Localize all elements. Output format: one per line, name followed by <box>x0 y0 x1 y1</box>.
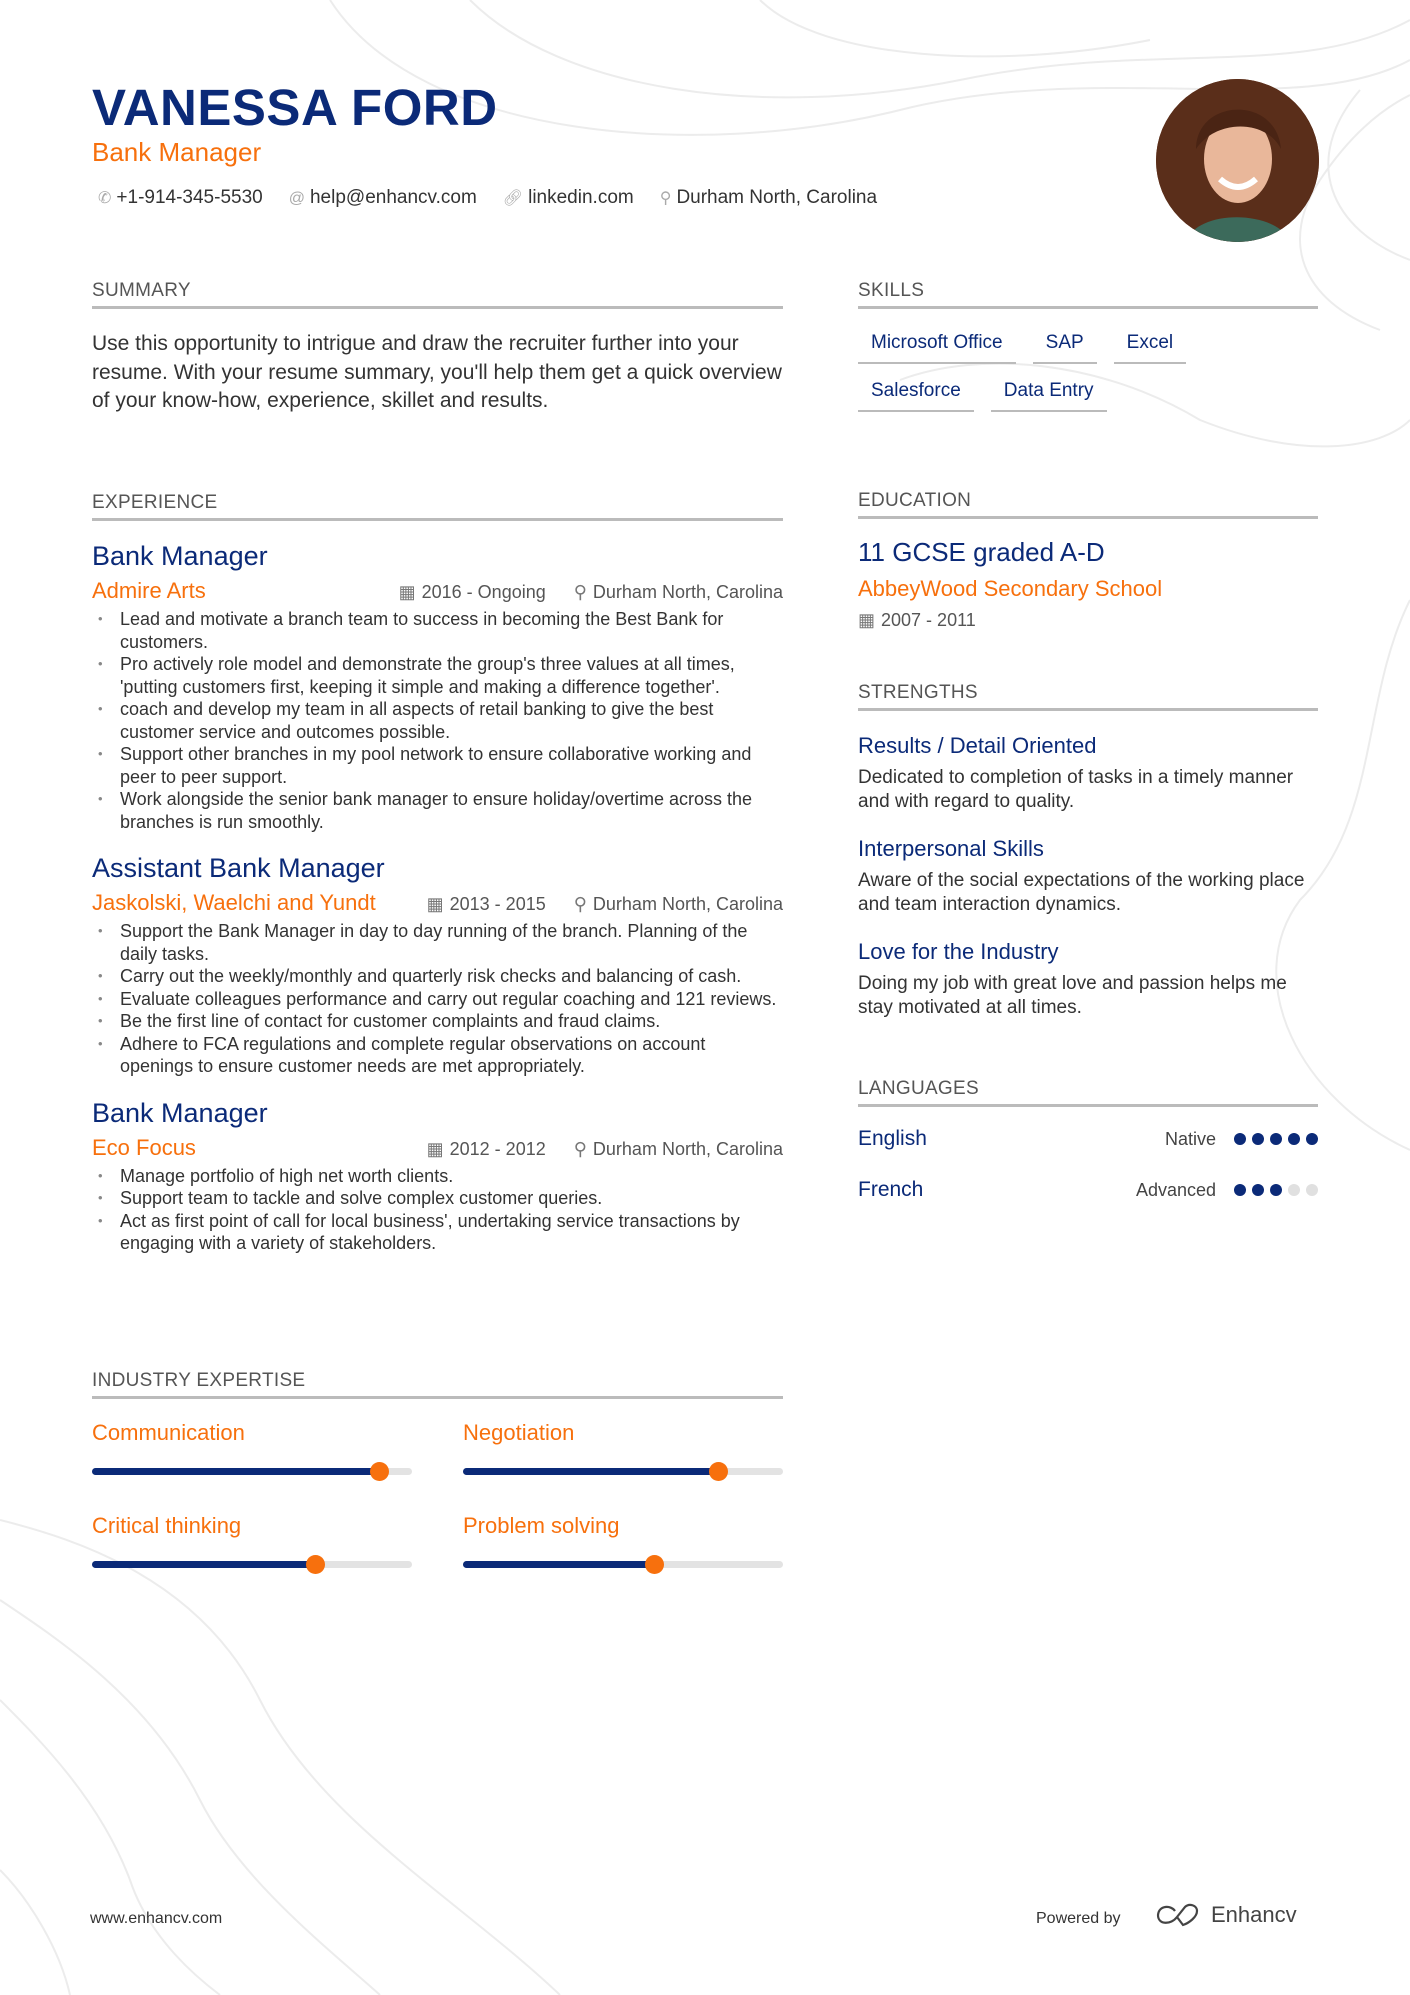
summary-text: Use this opportunity to intrigue and draw the recruiter further into your resume. With your resume summary, you'll help them get a quick overview of your know-how, experience, skillet and results. <box>92 332 782 412</box>
job-dates: 2013 - 2015 <box>449 894 546 914</box>
section-heading: SUMMARY <box>92 280 783 309</box>
bar-knob <box>370 1462 389 1481</box>
job-dates: 2016 - Ongoing <box>421 582 546 602</box>
bar-fill <box>92 1468 380 1475</box>
strength-title: Results / Detail Oriented <box>858 733 1097 758</box>
contact-email[interactable] <box>289 187 477 209</box>
bullet: • Act as first point of call for local business', undertaking service transactions by engaging with a variety of stakeholders. <box>92 1210 783 1255</box>
brand-name: Enhancv <box>1211 1902 1297 1927</box>
expertise-label: Negotiation <box>463 1420 575 1445</box>
enhancv-logo[interactable] <box>1155 1902 1297 1928</box>
filled-dot <box>1270 1133 1282 1145</box>
section-heading: SKILLS <box>858 280 1318 309</box>
email-text: help@enhancv.com <box>309 187 477 208</box>
strength-desc: Dedicated to completion of tasks in a timely manner and with regard to quality. <box>858 767 1294 812</box>
contact-info <box>98 187 877 209</box>
section-heading: EDUCATION <box>858 490 1318 519</box>
candidate-title: Bank Manager <box>92 137 262 167</box>
bullet: • Lead and motivate a branch team to success in becoming the Best Bank for customers. <box>92 608 783 653</box>
bullet: • Carry out the weekly/monthly and quarterly risk checks and balancing of cash. <box>92 965 783 988</box>
expertise-item <box>92 1420 412 1475</box>
languages-section <box>858 1078 1318 1202</box>
company-name: Eco Focus <box>92 1134 196 1160</box>
experience-item <box>92 1098 783 1255</box>
education-dates: 2007 - 2011 <box>881 610 976 630</box>
skills-section <box>858 280 1318 412</box>
candidate-name: VANESSA FORD <box>92 79 498 136</box>
bullet: • Support the Bank Manager in day to day running of the branch. Planning of the daily tasks. <box>92 920 783 965</box>
job-location: Durham North, Carolina <box>592 894 783 914</box>
calendar-icon: ▦ <box>426 1138 444 1159</box>
skill-tag: Excel <box>1114 332 1186 364</box>
bullet-list <box>92 920 783 1078</box>
expertise-bar <box>92 1561 412 1568</box>
language-name: French <box>858 1178 924 1201</box>
contact-phone[interactable] <box>98 187 263 209</box>
expertise-bar <box>92 1468 412 1475</box>
calendar-icon: ▦ <box>426 894 444 914</box>
section-heading: LANGUAGES <box>858 1078 1318 1107</box>
section-heading: STRENGTHS <box>858 682 1318 711</box>
education-section <box>858 490 1318 631</box>
bar-fill <box>463 1561 655 1568</box>
filled-dot <box>1234 1133 1246 1145</box>
skill-tag: Microsoft Office <box>858 332 1016 364</box>
job-location: Durham North, Carolina <box>592 582 783 602</box>
empty-dot <box>1306 1184 1318 1196</box>
bar-knob <box>306 1555 325 1574</box>
expertise-item <box>463 1420 783 1475</box>
experience-item <box>92 541 783 833</box>
filled-dot <box>1234 1184 1246 1196</box>
powered-by-text: Powered by <box>1036 1910 1121 1927</box>
location-pin-icon: ⚲ <box>573 1138 587 1159</box>
strength-item <box>858 733 1318 814</box>
school-name: AbbeyWood Secondary School <box>858 576 1163 601</box>
job-location: Durham North, Carolina <box>592 1138 783 1159</box>
bullet: • coach and develop my team in all aspects of retail banking to give the best customer service and outcomes possible. <box>92 698 783 743</box>
bar-fill <box>92 1561 316 1568</box>
filled-dot <box>1252 1133 1264 1145</box>
strength-title: Love for the Industry <box>858 939 1059 964</box>
language-level: Native <box>1164 1128 1216 1149</box>
strength-item <box>858 939 1318 1020</box>
bullet: • Manage portfolio of high net worth clients. <box>92 1165 783 1188</box>
strength-title: Interpersonal Skills <box>858 836 1044 861</box>
job-role: Assistant Bank Manager <box>92 853 385 883</box>
linkedin-text: linkedin.com <box>528 187 634 208</box>
language-item <box>858 1127 1318 1151</box>
language-level: Advanced <box>1135 1179 1216 1200</box>
filled-dot <box>1252 1184 1264 1196</box>
bullet: • Work alongside the senior bank manager to ensure holiday/overtime across the branches is run smoothly. <box>92 788 783 833</box>
calendar-icon: ▦ <box>398 582 416 602</box>
expertise-label: Critical thinking <box>92 1513 242 1538</box>
expertise-bar <box>463 1468 783 1475</box>
proficiency-dots <box>1234 1184 1318 1196</box>
proficiency-dots <box>1234 1133 1318 1145</box>
job-role: Bank Manager <box>92 541 268 571</box>
bullet-list <box>92 608 783 833</box>
location-pin-icon: ⚲ <box>573 894 587 914</box>
email-icon: @ <box>288 190 305 207</box>
footer-url[interactable]: www.enhancv.com <box>90 1910 223 1927</box>
filled-dot <box>1306 1133 1318 1145</box>
bullet: • Be the first line of contact for customer complaints and fraud claims. <box>92 1010 783 1033</box>
strength-desc: Aware of the social expectations of the working place and team interaction dynamics. <box>858 870 1305 915</box>
language-item <box>858 1178 1318 1202</box>
location-pin-icon: ⚲ <box>659 190 672 207</box>
strengths-section <box>858 682 1318 1020</box>
experience-section <box>92 492 783 1255</box>
strength-desc: Doing my job with great love and passion helps me stay motivated at all times. <box>858 973 1287 1018</box>
link-icon: 🔗︎ <box>502 190 524 207</box>
profile-photo <box>1156 79 1319 242</box>
location-text: Durham North, Carolina <box>676 187 878 208</box>
language-name: English <box>858 1127 927 1150</box>
bullet: • Support other branches in my pool network to ensure collaborative working and peer to peer support. <box>92 743 783 788</box>
job-role: Bank Manager <box>92 1097 268 1128</box>
bullet: • Pro actively role model and demonstrate the group's three values at all times, 'putting customers first, keeping it simple and making a difference together'. <box>92 653 783 698</box>
expertise-item <box>463 1513 783 1568</box>
section-heading: INDUSTRY EXPERTISE <box>92 1370 783 1399</box>
strength-item <box>858 836 1318 917</box>
job-dates: 2012 - 2012 <box>449 1138 546 1159</box>
bullet-list <box>92 1165 783 1255</box>
bullet: • Adhere to FCA regulations and complete regular observations on account openings to ensure customer needs are met appropriately. <box>92 1033 783 1078</box>
bar-knob <box>645 1555 664 1574</box>
expertise-item <box>92 1513 412 1568</box>
expertise-label: Communication <box>92 1420 245 1445</box>
phone-icon: ✆ <box>98 190 112 207</box>
skill-tag: Salesforce <box>858 380 974 412</box>
location-pin-icon: ⚲ <box>573 582 587 602</box>
skill-tag: Data Entry <box>991 380 1107 412</box>
empty-dot <box>1288 1184 1300 1196</box>
filled-dot <box>1270 1184 1282 1196</box>
phone-text: +1-914-345-5530 <box>116 187 263 208</box>
company-name: Admire Arts <box>92 578 206 603</box>
bullet: • Evaluate colleagues performance and carry out regular coaching and 121 reviews. <box>92 988 783 1011</box>
contact-location <box>660 187 877 209</box>
section-heading: EXPERIENCE <box>92 492 783 521</box>
company-name: Jaskolski, Waelchi and Yundt <box>92 890 376 915</box>
summary-section <box>92 280 783 416</box>
filled-dot <box>1288 1133 1300 1145</box>
contact-linkedin[interactable] <box>503 187 634 209</box>
industry-expertise-section <box>92 1370 783 1399</box>
bar-knob <box>709 1462 728 1481</box>
expertise-bar <box>463 1561 783 1568</box>
experience-item <box>92 853 783 1078</box>
expertise-label: Problem solving <box>463 1513 620 1538</box>
bullet: • Support team to tackle and solve complex customer queries. <box>92 1187 783 1210</box>
skill-tag: SAP <box>1033 332 1097 364</box>
degree: 11 GCSE graded A-D <box>858 537 1105 567</box>
calendar-icon: ▦ <box>858 610 876 630</box>
bar-fill <box>463 1468 719 1475</box>
enhancv-logo-icon <box>1155 1903 1201 1927</box>
